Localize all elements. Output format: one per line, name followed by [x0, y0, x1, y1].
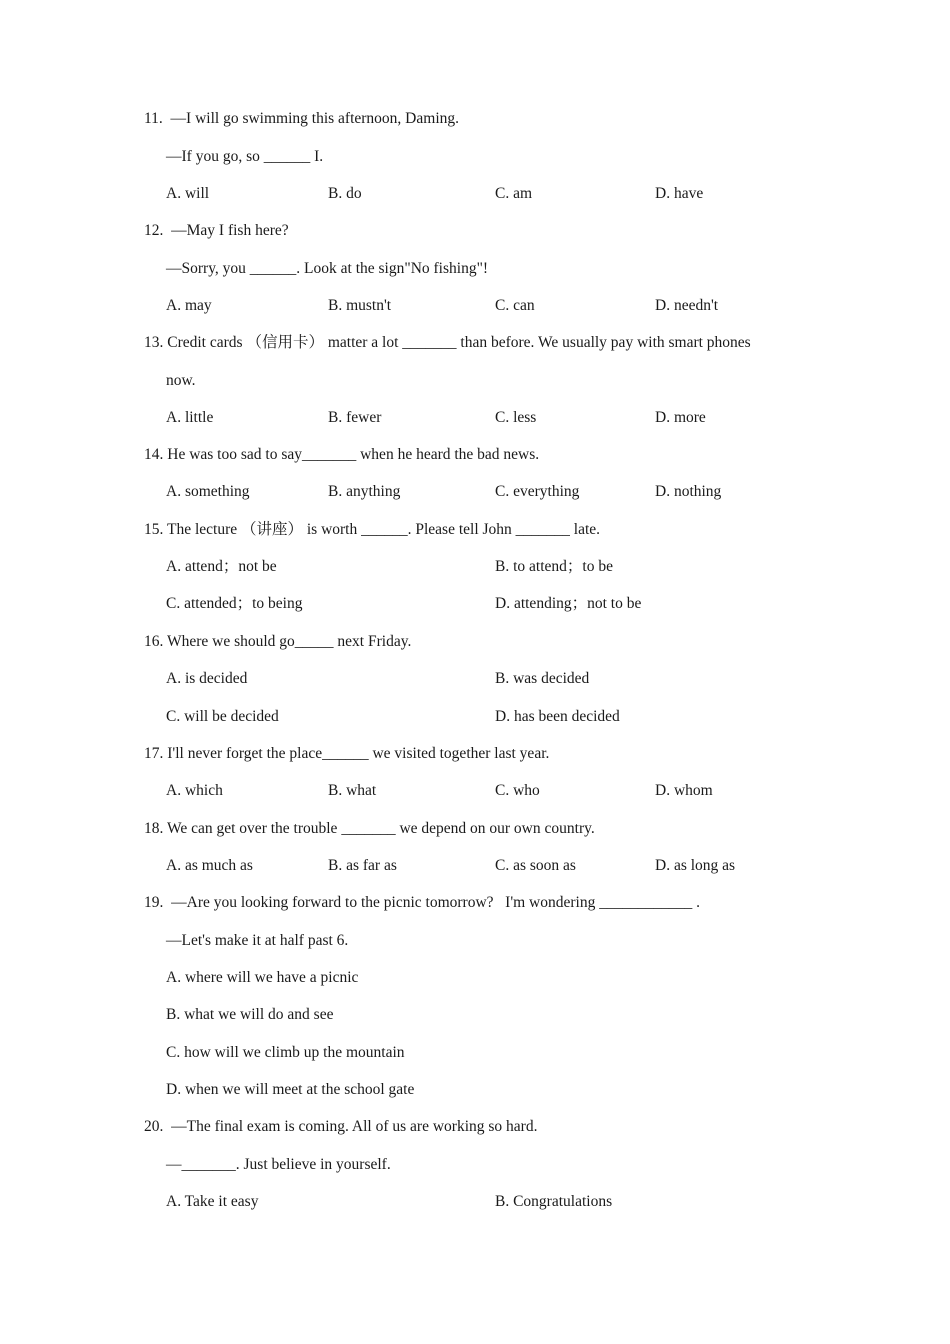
question-19-stem: 19. —Are you looking forward to the picnic tomorrow? I'm wondering ____________ . — [144, 894, 700, 911]
question-13-stem: 13. Credit cards （信用卡） matter a lot _______ than before. We usually pay with smart phones — [144, 334, 751, 351]
question-13-option-d: D. more — [655, 409, 706, 426]
question-19-option-b: B. what we will do and see — [166, 1006, 334, 1023]
question-16-option-c: C. will be decided — [166, 708, 279, 725]
question-18-option-a: A. as much as — [166, 857, 253, 874]
question-18-option-c: C. as soon as — [495, 857, 576, 874]
question-12-option-a: A. may — [166, 297, 212, 314]
question-17-option-d: D. whom — [655, 782, 713, 799]
question-15-option-d: D. attending；not to be — [495, 595, 642, 612]
question-14-option-c: C. everything — [495, 483, 580, 500]
question-18-option-b: B. as far as — [328, 857, 397, 874]
question-12-stem: 12. —May I fish here? — [144, 222, 289, 239]
question-19-option-c: C. how will we climb up the mountain — [166, 1044, 405, 1061]
question-16-option-b: B. was decided — [495, 670, 590, 687]
question-11-reply: —If you go, so ______ I. — [166, 148, 324, 165]
question-12-option-d: D. needn't — [655, 297, 719, 314]
question-16-option-a: A. is decided — [166, 670, 248, 687]
question-11-option-a: A. will — [166, 185, 210, 202]
question-16-option-d: D. has been decided — [495, 708, 620, 725]
question-15-option-b: B. to attend；to be — [495, 558, 613, 575]
question-12-option-c: C. can — [495, 297, 535, 314]
question-11-option-d: D. have — [655, 185, 704, 202]
question-18-stem: 18. We can get over the trouble _______ we depend on our own country. — [144, 820, 595, 837]
question-20-stem: 20. —The final exam is coming. All of us are working so hard. — [144, 1118, 538, 1135]
question-14-stem: 14. He was too sad to say_______ when he heard the bad news. — [144, 446, 540, 463]
question-20-reply: —_______. Just believe in yourself. — [166, 1156, 391, 1173]
question-19-option-a: A. where will we have a picnic — [166, 969, 359, 986]
question-11-stem: 11. —I will go swimming this afternoon, Daming. — [144, 110, 459, 127]
question-14-option-b: B. anything — [328, 483, 401, 500]
question-15-stem: 15. The lecture （讲座） is worth ______. Please tell John _______ late. — [144, 521, 601, 538]
question-12-option-b: B. mustn't — [328, 297, 392, 314]
question-13-continuation: now. — [166, 372, 196, 389]
question-13-option-b: B. fewer — [328, 409, 382, 426]
question-20-option-a: A. Take it easy — [166, 1193, 259, 1210]
question-18-option-d: D. as long as — [655, 857, 736, 874]
question-15-option-a: A. attend；not be — [166, 558, 277, 575]
question-20-option-b: B. Congratulations — [495, 1193, 613, 1210]
question-17-option-a: A. which — [166, 782, 223, 799]
question-13-option-c: C. less — [495, 409, 537, 426]
question-19-reply: —Let's make it at half past 6. — [166, 932, 349, 949]
question-14-option-a: A. something — [166, 483, 250, 500]
question-17-stem: 17. I'll never forget the place______ we visited together last year. — [144, 745, 550, 762]
question-17-option-b: B. what — [328, 782, 377, 799]
question-13-option-a: A. little — [166, 409, 214, 426]
question-12-reply: —Sorry, you ______. Look at the sign"No fishing"! — [166, 260, 489, 277]
question-14-option-d: D. nothing — [655, 483, 722, 500]
question-17-option-c: C. who — [495, 782, 540, 799]
question-15-option-c: C. attended；to being — [166, 595, 303, 612]
question-11-option-c: C. am — [495, 185, 533, 202]
question-19-option-d: D. when we will meet at the school gate — [166, 1081, 415, 1098]
question-11-option-b: B. do — [328, 185, 362, 202]
question-16-stem: 16. Where we should go_____ next Friday. — [144, 633, 412, 650]
